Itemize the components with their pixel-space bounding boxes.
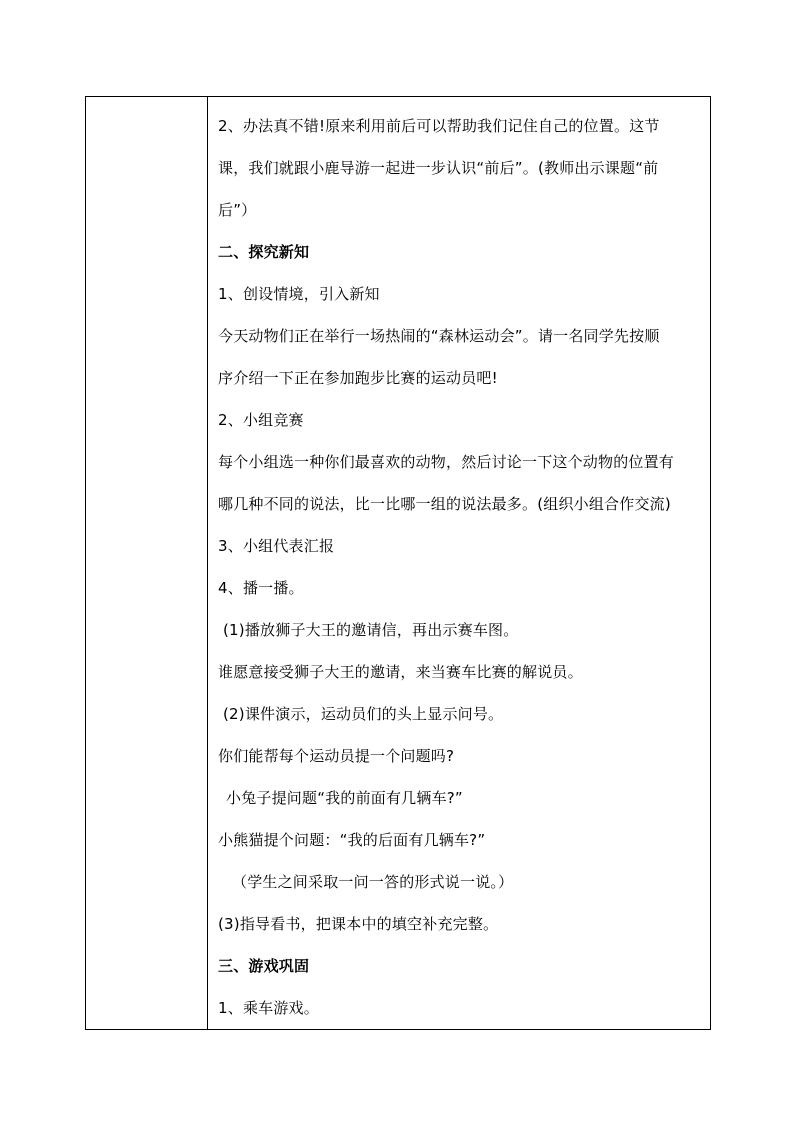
paragraph-line: 2、小组竞赛 <box>218 411 304 429</box>
paragraph-line: 2、办法真不错!原来利用前后可以帮助我们记住自己的位置。这节 <box>218 117 660 135</box>
paragraph-line: 小兔子提问题“我的前面有几辆车?” <box>226 789 463 807</box>
paragraph-line: (3)指导看书，把课本中的填空补充完整。 <box>218 915 499 933</box>
lesson-content <box>208 97 710 1029</box>
paragraph-line: 序介绍一下正在参加跑步比赛的运动员吧! <box>218 369 498 387</box>
paragraph-line: 3、小组代表汇报 <box>218 537 335 555</box>
table-row <box>86 97 711 1030</box>
paragraph-line: 哪几种不同的说法，比一比哪一组的说法最多。(组织小组合作交流) <box>218 495 671 513</box>
paragraph-line: （学生之间采取一问一答的形式说一说。） <box>232 873 514 891</box>
paragraph-line: (1)播放狮子大王的邀请信，再出示赛车图。 <box>223 621 519 639</box>
paragraph-line: 4、播一播。 <box>218 579 304 597</box>
paragraph-line: 每个小组选一种你们最喜欢的动物，然后讨论一下这个动物的位置有 <box>218 453 675 471</box>
paragraph-line: 谁愿意接受狮子大王的邀请，来当赛车比赛的解说员。 <box>218 663 583 681</box>
paragraph-line: (2)课件演示，运动员们的头上显示问号。 <box>223 705 504 723</box>
paragraph-line: 小熊猫提个问题：“我的后面有几辆车?” <box>218 831 486 849</box>
paragraph-line: 1、创设情境，引入新知 <box>218 285 380 303</box>
content-cell <box>208 97 711 1030</box>
section-heading: 三、游戏巩固 <box>218 957 310 975</box>
section-heading: 二、探究新知 <box>218 243 310 261</box>
paragraph-line: 后”） <box>218 201 257 219</box>
paragraph-line: 今天动物们正在举行一场热闹的“森林运动会”。请一名同学先按顺 <box>218 327 660 345</box>
paragraph-line: 你们能帮每个运动员提一个问题吗? <box>218 747 455 765</box>
left-empty-cell <box>86 97 208 1030</box>
lesson-plan-table <box>85 96 711 1030</box>
paragraph-line: 1、乘车游戏。 <box>218 999 319 1017</box>
paragraph-line: 课，我们就跟小鹿导游一起进一步认识“前后”。(教师出示课题“前 <box>218 159 659 177</box>
